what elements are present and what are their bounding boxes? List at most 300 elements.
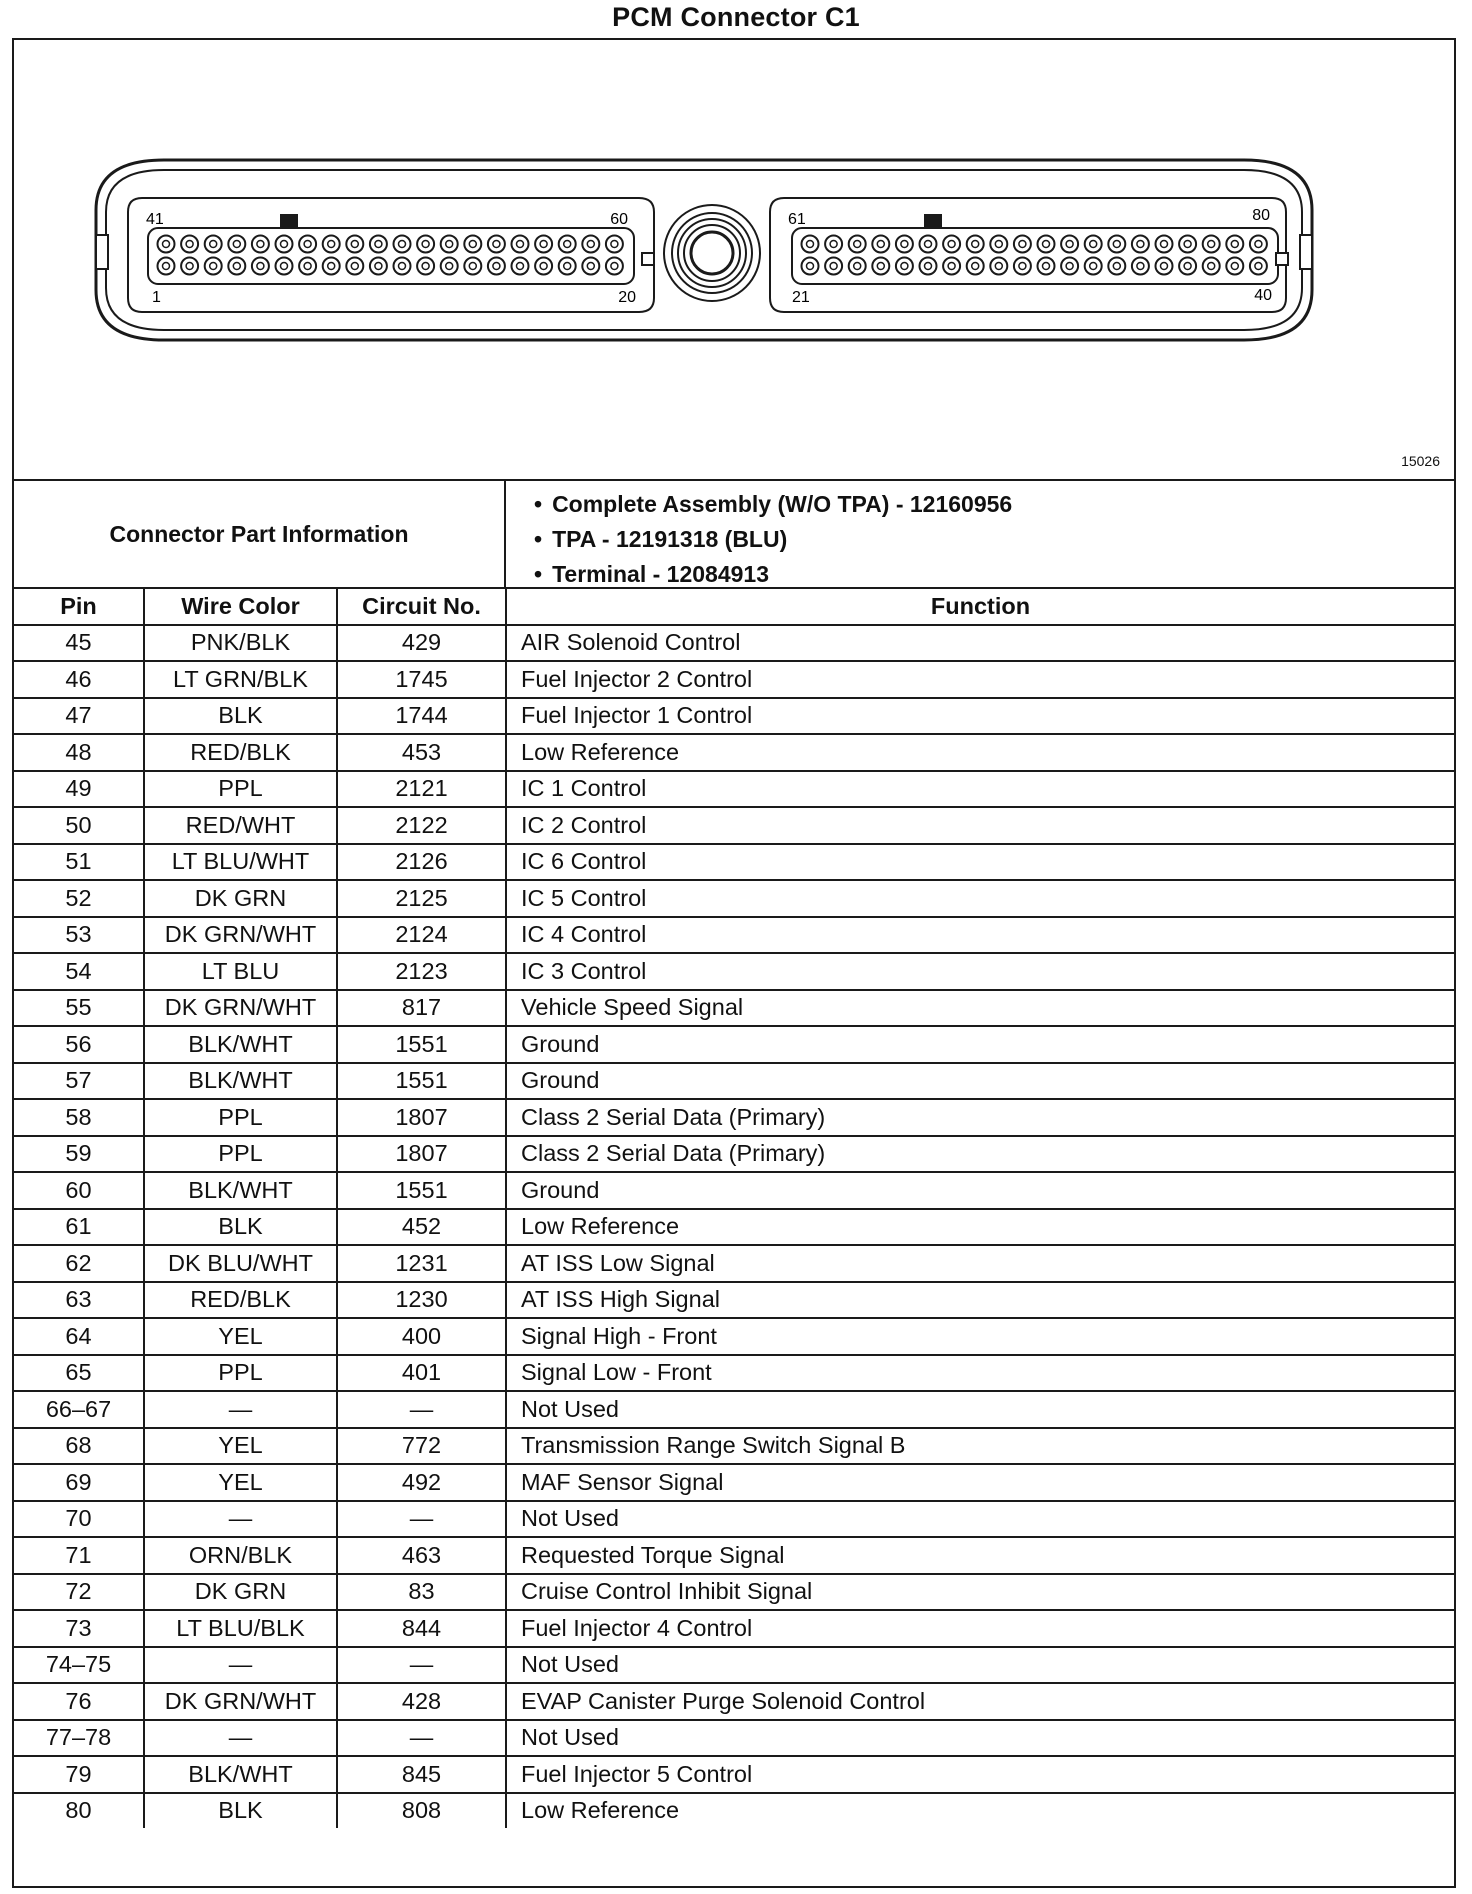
wire-color-cell: BLK	[144, 698, 337, 735]
table-row	[14, 844, 1454, 881]
right-cavity-block	[770, 198, 1286, 312]
pin-hole-center	[375, 263, 382, 270]
circuit-no-cell: 400	[337, 1318, 506, 1355]
wire-color-cell: DK GRN/WHT	[144, 917, 337, 954]
pin-hole	[559, 236, 576, 253]
pin-hole	[582, 236, 599, 253]
circuit-no-cell: 2125	[337, 880, 506, 917]
connector-frame	[12, 38, 1456, 1888]
pin-hole-center	[1255, 241, 1262, 248]
pin-hole	[417, 236, 434, 253]
table-row	[14, 1610, 1454, 1647]
table-row	[14, 1647, 1454, 1684]
circuit-no-cell: 1231	[337, 1245, 506, 1282]
pin-hole-center	[877, 263, 884, 270]
table-row	[14, 1245, 1454, 1282]
pin-hole-center	[1231, 241, 1238, 248]
function-cell: Ground	[506, 1172, 1454, 1209]
circuit-no-cell: 1230	[337, 1282, 506, 1319]
pin-hole	[849, 258, 866, 275]
pin-hole-center	[1090, 241, 1097, 248]
pin-cell: 79	[14, 1756, 144, 1793]
circuit-no-cell: 2121	[337, 771, 506, 808]
pin-hole-center	[1066, 263, 1073, 270]
pin-hole-center	[807, 263, 814, 270]
pin-hole-center	[854, 263, 861, 270]
table-row	[14, 1501, 1454, 1538]
pin-hole	[158, 236, 175, 253]
right-latch	[1300, 235, 1312, 269]
pin-hole	[1061, 258, 1078, 275]
pin-hole-center	[830, 263, 837, 270]
pin-hole	[990, 236, 1007, 253]
circuit-no-cell: 492	[337, 1464, 506, 1501]
wire-color-cell: LT BLU/WHT	[144, 844, 337, 881]
function-cell: IC 4 Control	[506, 917, 1454, 954]
table-row	[14, 1282, 1454, 1319]
pin-hole	[346, 258, 363, 275]
pin-label-61: 61	[788, 211, 806, 228]
table-row	[14, 1720, 1454, 1757]
circuit-no-cell: 2123	[337, 953, 506, 990]
pin-hole	[394, 236, 411, 253]
function-cell: Low Reference	[506, 1793, 1454, 1829]
pin-hole	[1226, 258, 1243, 275]
pin-hole-center	[1113, 263, 1120, 270]
pin-hole	[535, 236, 552, 253]
function-cell: Not Used	[506, 1647, 1454, 1684]
pin-hole-center	[233, 263, 240, 270]
pin-hole	[1014, 236, 1031, 253]
circuit-no-cell: 453	[337, 734, 506, 771]
pin-cell: 55	[14, 990, 144, 1027]
circuit-no-cell: 452	[337, 1209, 506, 1246]
wire-color-cell: —	[144, 1647, 337, 1684]
wire-color-cell: BLK/WHT	[144, 1172, 337, 1209]
function-cell: Fuel Injector 1 Control	[506, 698, 1454, 735]
function-cell: Fuel Injector 4 Control	[506, 1610, 1454, 1647]
pin-hole	[252, 236, 269, 253]
pin-hole	[158, 258, 175, 275]
wire-color-cell: DK GRN/WHT	[144, 1683, 337, 1720]
pin-hole-center	[1019, 241, 1026, 248]
wire-color-cell: BLK/WHT	[144, 1063, 337, 1100]
pin-hole-center	[1066, 241, 1073, 248]
wire-color-cell: DK GRN	[144, 1574, 337, 1611]
circuit-no-cell: 1551	[337, 1172, 506, 1209]
function-cell: Fuel Injector 2 Control	[506, 661, 1454, 698]
pin-hole	[943, 258, 960, 275]
connector-drawing	[14, 40, 1454, 479]
function-cell: Low Reference	[506, 1209, 1454, 1246]
pin-cell: 66–67	[14, 1391, 144, 1428]
pin-hole	[1226, 236, 1243, 253]
pin-hole-center	[564, 263, 571, 270]
pin-hole	[1038, 236, 1055, 253]
wire-color-cell: LT BLU	[144, 953, 337, 990]
pin-hole-center	[328, 263, 335, 270]
pin-hole-center	[925, 263, 932, 270]
pin-hole	[896, 236, 913, 253]
part-info-item: • Terminal - 12084913	[534, 557, 1012, 592]
pin-hole-center	[186, 241, 193, 248]
pin-hole	[1250, 258, 1267, 275]
table-row	[14, 880, 1454, 917]
wire-color-cell: PPL	[144, 1099, 337, 1136]
pin-cell: 48	[14, 734, 144, 771]
pin-hole	[1179, 258, 1196, 275]
function-cell: AIR Solenoid Control	[506, 625, 1454, 662]
pin-hole	[181, 258, 198, 275]
table-row	[14, 1756, 1454, 1793]
header-wire-color: Wire Color	[144, 589, 337, 625]
wire-color-cell: DK BLU/WHT	[144, 1245, 337, 1282]
pin-label-40: 40	[1254, 287, 1272, 304]
wire-color-cell: BLK/WHT	[144, 1026, 337, 1063]
part-info-list	[534, 487, 1012, 592]
pin-hole-center	[351, 263, 358, 270]
pin-hole-center	[163, 241, 170, 248]
pin-hole-center	[163, 263, 170, 270]
table-row	[14, 1793, 1454, 1829]
pin-hole	[1250, 236, 1267, 253]
left-key	[280, 214, 298, 228]
table-row	[14, 990, 1454, 1027]
table-row	[14, 1537, 1454, 1574]
pin-hole-center	[1208, 263, 1215, 270]
pin-hole	[299, 236, 316, 253]
wire-color-cell: DK GRN/WHT	[144, 990, 337, 1027]
table-row	[14, 1172, 1454, 1209]
pin-hole	[1108, 258, 1125, 275]
circuit-no-cell: 808	[337, 1793, 506, 1829]
pin-hole	[967, 236, 984, 253]
pin-hole-center	[877, 241, 884, 248]
pin-hole-center	[351, 241, 358, 248]
pin-hole	[276, 258, 293, 275]
pin-hole	[512, 258, 529, 275]
table-row	[14, 734, 1454, 771]
pin-cell: 53	[14, 917, 144, 954]
table-row	[14, 1683, 1454, 1720]
wire-color-cell: BLK/WHT	[144, 1756, 337, 1793]
wire-color-cell: —	[144, 1501, 337, 1538]
circuit-no-cell: —	[337, 1647, 506, 1684]
pin-cell: 65	[14, 1355, 144, 1392]
function-cell: Class 2 Serial Data (Primary)	[506, 1136, 1454, 1173]
function-cell: Cruise Control Inhibit Signal	[506, 1574, 1454, 1611]
function-cell: Class 2 Serial Data (Primary)	[506, 1099, 1454, 1136]
pin-hole-center	[493, 241, 500, 248]
table-row	[14, 1318, 1454, 1355]
function-cell: Ground	[506, 1026, 1454, 1063]
function-cell: AT ISS High Signal	[506, 1282, 1454, 1319]
circuit-no-cell: 1807	[337, 1136, 506, 1173]
figure-number: 15026	[1401, 453, 1440, 469]
pin-cell: 52	[14, 880, 144, 917]
table-row	[14, 1391, 1454, 1428]
function-cell: Not Used	[506, 1391, 1454, 1428]
wire-color-cell: PPL	[144, 1355, 337, 1392]
pin-hole-center	[422, 263, 429, 270]
pin-hole	[512, 236, 529, 253]
pin-hole	[464, 258, 481, 275]
table-row	[14, 625, 1454, 662]
pin-hole-center	[1231, 263, 1238, 270]
pin-hole	[896, 258, 913, 275]
pin-hole-center	[1090, 263, 1097, 270]
pin-cell: 45	[14, 625, 144, 662]
circuit-no-cell: 1551	[337, 1063, 506, 1100]
wire-color-cell: RED/BLK	[144, 1282, 337, 1319]
pin-hole-center	[210, 241, 217, 248]
part-info-item: • TPA - 12191318 (BLU)	[534, 522, 1012, 557]
function-cell: Signal Low - Front	[506, 1355, 1454, 1392]
circuit-no-cell: 463	[337, 1537, 506, 1574]
pin-hole	[606, 258, 623, 275]
right-pin-holes	[802, 236, 1267, 275]
pin-hole-center	[446, 241, 453, 248]
pin-table-header	[14, 589, 1454, 625]
pin-hole-center	[517, 241, 524, 248]
circuit-no-cell: 844	[337, 1610, 506, 1647]
pin-hole	[464, 236, 481, 253]
right-key	[924, 214, 942, 228]
pin-hole-center	[1208, 241, 1215, 248]
pin-hole-center	[995, 241, 1002, 248]
pin-cell: 47	[14, 698, 144, 735]
pin-hole	[441, 236, 458, 253]
table-row	[14, 1209, 1454, 1246]
pin-cell: 58	[14, 1099, 144, 1136]
left-polarization-square	[642, 253, 654, 265]
table-row	[14, 1464, 1454, 1501]
header-circuit-no: Circuit No.	[337, 589, 506, 625]
circuit-no-cell: 83	[337, 1574, 506, 1611]
pin-cell: 74–75	[14, 1647, 144, 1684]
table-row	[14, 771, 1454, 808]
wire-color-cell: RED/BLK	[144, 734, 337, 771]
table-row	[14, 1063, 1454, 1100]
circuit-no-cell: 2122	[337, 807, 506, 844]
table-row	[14, 1574, 1454, 1611]
pin-hole-center	[830, 241, 837, 248]
table-row	[14, 1355, 1454, 1392]
pin-hole-center	[587, 241, 594, 248]
pin-label-20: 20	[618, 289, 636, 306]
pin-hole	[488, 258, 505, 275]
pin-hole	[967, 258, 984, 275]
function-cell: Fuel Injector 5 Control	[506, 1756, 1454, 1793]
pin-hole	[802, 258, 819, 275]
wire-color-cell: BLK	[144, 1793, 337, 1829]
pin-hole-center	[422, 241, 429, 248]
pin-hole-center	[469, 263, 476, 270]
pin-hole-center	[186, 263, 193, 270]
pin-hole	[559, 258, 576, 275]
function-cell: IC 2 Control	[506, 807, 1454, 844]
wire-color-cell: PNK/BLK	[144, 625, 337, 662]
pin-hole	[228, 236, 245, 253]
pin-cell: 80	[14, 1793, 144, 1829]
function-cell: IC 1 Control	[506, 771, 1454, 808]
wire-color-cell: PPL	[144, 1136, 337, 1173]
pin-hole	[441, 258, 458, 275]
circuit-no-cell: 2126	[337, 844, 506, 881]
table-row	[14, 1428, 1454, 1465]
pin-hole-center	[281, 241, 288, 248]
pin-cell: 54	[14, 953, 144, 990]
table-row	[14, 1099, 1454, 1136]
circuit-no-cell: 1745	[337, 661, 506, 698]
pin-hole	[417, 258, 434, 275]
pin-label-60: 60	[610, 211, 628, 228]
pin-cell: 49	[14, 771, 144, 808]
pin-cell: 63	[14, 1282, 144, 1319]
pin-hole	[1156, 236, 1173, 253]
table-row	[14, 698, 1454, 735]
wire-color-cell: DK GRN	[144, 880, 337, 917]
pin-hole-center	[1043, 263, 1050, 270]
pin-table-body	[14, 625, 1454, 1829]
pin-cell: 51	[14, 844, 144, 881]
pin-hole	[920, 258, 937, 275]
pin-hole	[1108, 236, 1125, 253]
wire-color-cell: BLK	[144, 1209, 337, 1246]
part-info-label: Connector Part Information	[14, 481, 506, 587]
pin-cell: 46	[14, 661, 144, 698]
pin-cell: 62	[14, 1245, 144, 1282]
pin-hole	[181, 236, 198, 253]
pin-hole-center	[281, 263, 288, 270]
pin-hole-center	[233, 241, 240, 248]
pin-hole	[872, 258, 889, 275]
pin-hole-center	[446, 263, 453, 270]
circuit-no-cell: —	[337, 1720, 506, 1757]
left-latch	[96, 235, 108, 269]
pin-hole-center	[399, 241, 406, 248]
circuit-no-cell: 845	[337, 1756, 506, 1793]
wire-color-cell: —	[144, 1391, 337, 1428]
pin-cell: 68	[14, 1428, 144, 1465]
circuit-no-cell: 1807	[337, 1099, 506, 1136]
pin-hole	[535, 258, 552, 275]
function-cell: Requested Torque Signal	[506, 1537, 1454, 1574]
pin-hole-center	[1161, 241, 1168, 248]
pin-hole	[825, 236, 842, 253]
pin-hole	[323, 258, 340, 275]
pin-hole-center	[210, 263, 217, 270]
circuit-no-cell: 429	[337, 625, 506, 662]
wire-color-cell: RED/WHT	[144, 807, 337, 844]
circuit-no-cell: 772	[337, 1428, 506, 1465]
pin-hole-center	[1137, 241, 1144, 248]
center-bolt	[664, 205, 760, 301]
pin-hole	[394, 258, 411, 275]
table-row	[14, 661, 1454, 698]
function-cell: IC 5 Control	[506, 880, 1454, 917]
pin-cell: 57	[14, 1063, 144, 1100]
pin-hole	[370, 236, 387, 253]
pin-label-41: 41	[146, 211, 164, 228]
pin-hole-center	[1137, 263, 1144, 270]
pin-hole	[1132, 236, 1149, 253]
pin-hole	[990, 258, 1007, 275]
pin-table	[14, 589, 1454, 1828]
wire-color-cell: —	[144, 1720, 337, 1757]
pin-hole-center	[995, 263, 1002, 270]
pin-hole	[1038, 258, 1055, 275]
part-info-item: • Complete Assembly (W/O TPA) - 12160956	[534, 487, 1012, 522]
page-title: PCM Connector C1	[612, 2, 860, 32]
table-row	[14, 807, 1454, 844]
pin-hole-center	[1184, 241, 1191, 248]
pin-hole	[1085, 236, 1102, 253]
pin-hole-center	[611, 241, 618, 248]
header-pin: Pin	[14, 589, 144, 625]
circuit-no-cell: —	[337, 1391, 506, 1428]
pin-hole	[606, 236, 623, 253]
pin-cell: 60	[14, 1172, 144, 1209]
function-cell: EVAP Canister Purge Solenoid Control	[506, 1683, 1454, 1720]
table-row	[14, 917, 1454, 954]
pin-cell: 73	[14, 1610, 144, 1647]
pin-hole-center	[972, 263, 979, 270]
pin-hole	[920, 236, 937, 253]
pin-hole-center	[1161, 263, 1168, 270]
wire-color-cell: YEL	[144, 1464, 337, 1501]
pin-hole	[849, 236, 866, 253]
pin-cell: 59	[14, 1136, 144, 1173]
pin-hole-center	[540, 263, 547, 270]
circuit-no-cell: 401	[337, 1355, 506, 1392]
pin-cell: 69	[14, 1464, 144, 1501]
function-cell: Low Reference	[506, 734, 1454, 771]
left-cavity-block	[128, 198, 654, 312]
pin-hole	[1014, 258, 1031, 275]
pin-hole	[582, 258, 599, 275]
function-cell: Ground	[506, 1063, 1454, 1100]
pin-hole	[252, 258, 269, 275]
pin-hole	[1203, 258, 1220, 275]
right-pin-field	[792, 228, 1278, 284]
table-row	[14, 953, 1454, 990]
function-cell: Not Used	[506, 1501, 1454, 1538]
pin-label-1: 1	[152, 289, 161, 306]
pin-hole-center	[948, 241, 955, 248]
table-row	[14, 1136, 1454, 1173]
pin-cell: 77–78	[14, 1720, 144, 1757]
pin-label-80: 80	[1252, 207, 1270, 224]
wire-color-cell: ORN/BLK	[144, 1537, 337, 1574]
pin-hole-center	[587, 263, 594, 270]
circuit-no-cell: 1744	[337, 698, 506, 735]
left-pin-holes	[158, 236, 623, 275]
pin-hole-center	[304, 241, 311, 248]
circuit-no-cell: 817	[337, 990, 506, 1027]
pin-hole	[1203, 236, 1220, 253]
pin-hole	[1061, 236, 1078, 253]
function-cell: AT ISS Low Signal	[506, 1245, 1454, 1282]
circuit-no-cell: 2124	[337, 917, 506, 954]
pin-hole-center	[257, 263, 264, 270]
pin-hole	[1179, 236, 1196, 253]
pin-hole	[825, 258, 842, 275]
header-function: Function	[506, 589, 1454, 625]
pin-hole	[276, 236, 293, 253]
pin-hole	[346, 236, 363, 253]
pin-hole	[1085, 258, 1102, 275]
